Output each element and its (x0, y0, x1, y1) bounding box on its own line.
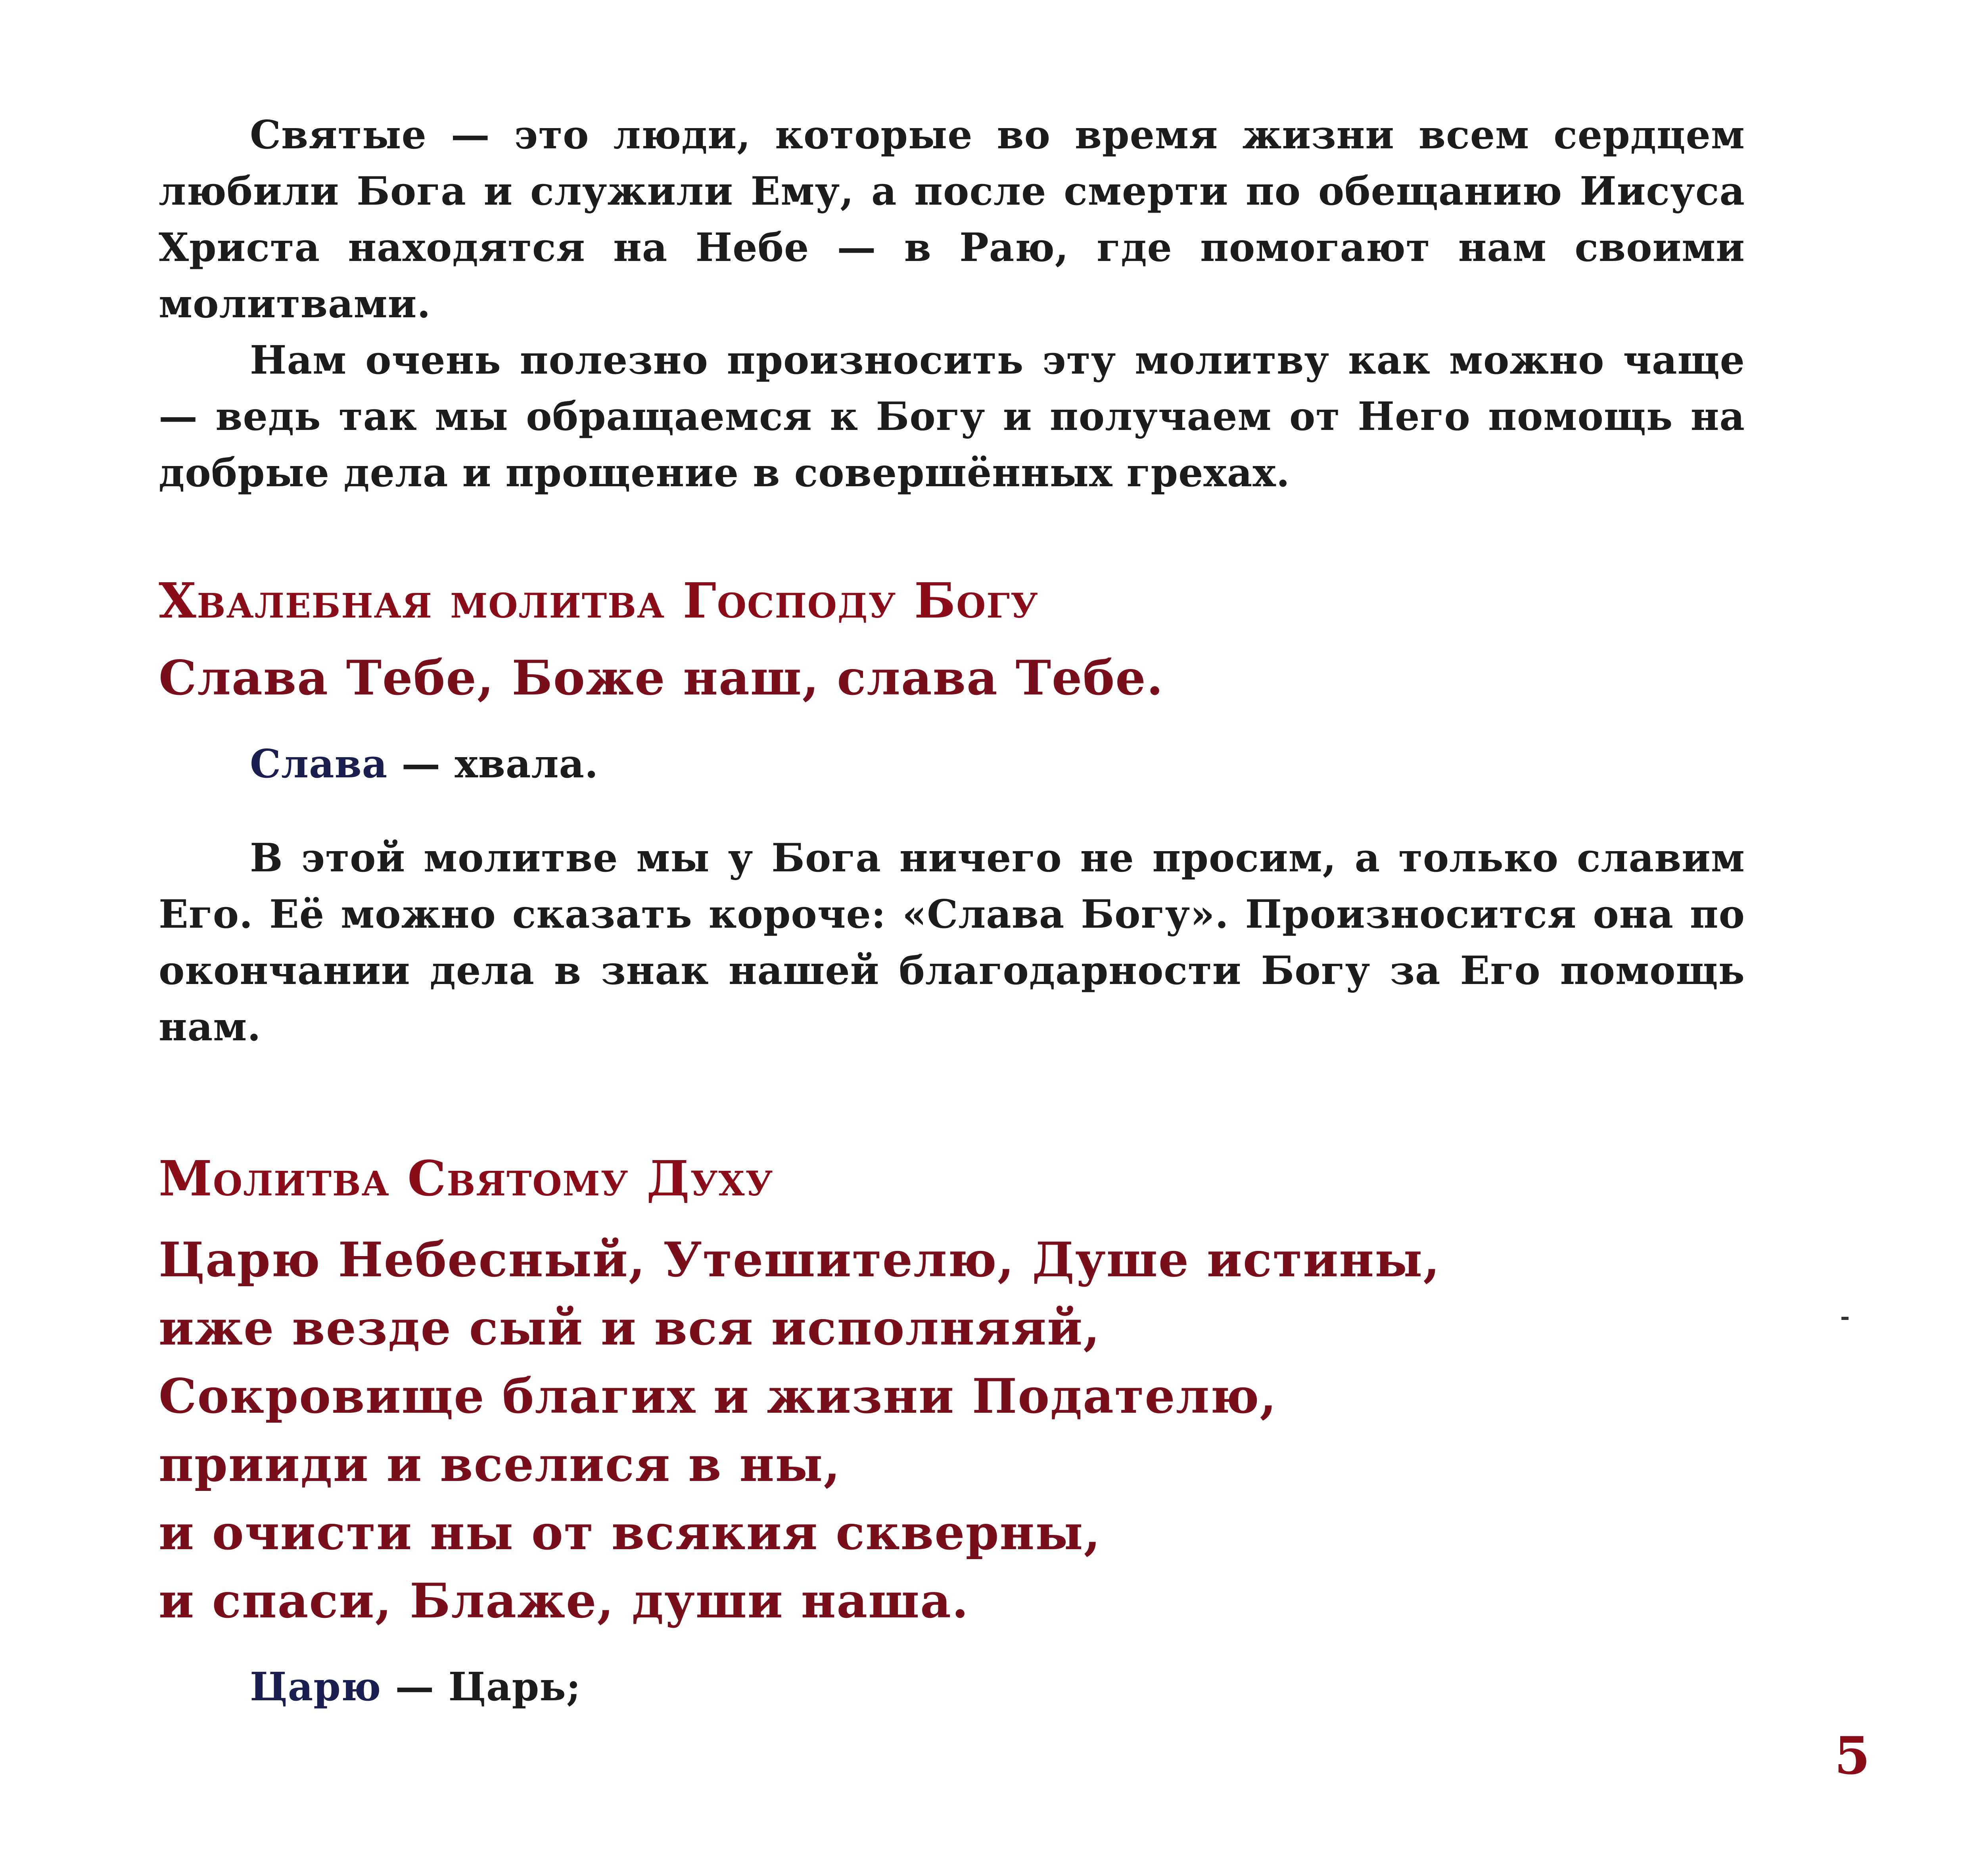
section-title-praise-prayer: Хвалебная молитва Господу Богу (159, 572, 1039, 629)
gloss-term: Царю (250, 1664, 382, 1710)
scan-speck (1841, 1317, 1849, 1320)
gloss-tsaryu (159, 1659, 1745, 1715)
prayer-line: Сокровище благих и жизни Подателю, (159, 1368, 1277, 1424)
page-number: 5 (1834, 1725, 1870, 1786)
gloss-definition: хвала. (455, 741, 599, 787)
gloss-definition: Царь; (448, 1664, 581, 1710)
prayer-line: иже везде сый и вся исполняяй, (159, 1300, 1101, 1356)
book-page (159, 107, 1745, 1715)
prayer-line: Слава Тебе, Боже наш, слава Тебе. (159, 650, 1164, 706)
prayer-line: Царю Небесный, Утешителю, Душе истины, (159, 1232, 1441, 1288)
gloss-slava (159, 736, 1745, 792)
explanation-paragraph: В этой молитве мы у Бога ничего не просим, а только славим Его. Её можно сказать короче: «Слава Богу». Произносится она по окончании дела в знак нашей благодарности Богу за Его помощь нам. (159, 835, 1745, 1050)
intro-paragraph-2: Нам очень полезно произносить эту молитву как можно чаще — ведь так мы обращаемся к Богу и получаем от Него помощь на добрые дела и прощение в совершённых грехах. (159, 338, 1745, 496)
intro-paragraph-1: Святые — это люди, которые во время жизни всем сердцем любили Бога и служили Ему, а после смерти по обещанию Иисуса Христа находятся на Небе — в Раю, где помогают нам своими молитвами. (159, 112, 1745, 327)
gloss-dash: — (381, 1664, 449, 1710)
section-title-holy-spirit-prayer: Молитва Святому Духу (159, 1150, 774, 1207)
prayer-line: и очисти ны от всякия скверны, (159, 1505, 1101, 1561)
gloss-dash: — (387, 741, 455, 787)
prayer-line: прииди и вселися в ны, (159, 1437, 841, 1492)
gloss-term: Слава (250, 741, 388, 787)
prayer-line: и спаси, Блаже, души наша. (159, 1573, 969, 1629)
